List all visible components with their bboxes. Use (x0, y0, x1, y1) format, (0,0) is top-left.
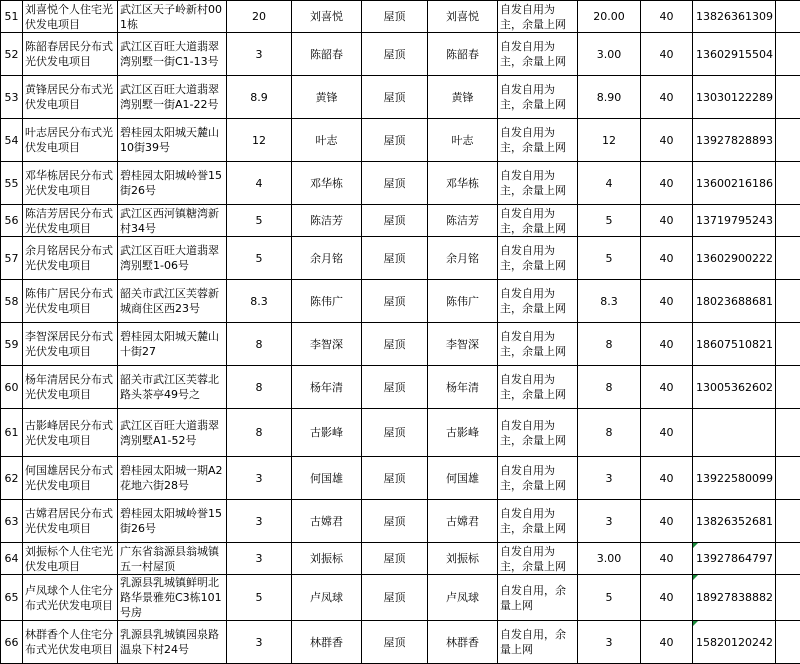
grid-mode: 自发自用为主，余量上网 (498, 237, 578, 280)
install-type: 屋顶 (362, 323, 428, 366)
phone-number: 13927864797 (693, 543, 776, 575)
owner-name: 陈洁芳 (292, 205, 362, 237)
empty-cell (776, 237, 800, 280)
capacity: 8 (227, 323, 292, 366)
owner-name: 邓华栋 (292, 162, 362, 205)
install-type: 屋顶 (362, 33, 428, 76)
value-40: 40 (641, 621, 693, 664)
contact-name: 林群香 (428, 621, 498, 664)
project-address: 武江区百旺大道翡翠湾别墅A1-52号 (118, 409, 227, 457)
phone-number: 13826361309 (693, 1, 776, 33)
capacity-kw: 8 (578, 409, 641, 457)
value-40: 40 (641, 575, 693, 621)
grid-mode: 自发自用为主，余量上网 (498, 33, 578, 76)
phone-number: 13602900222 (693, 237, 776, 280)
row-number: 66 (1, 621, 23, 664)
value-40: 40 (641, 205, 693, 237)
capacity: 8 (227, 409, 292, 457)
contact-name: 李智深 (428, 323, 498, 366)
contact-name: 卢凤球 (428, 575, 498, 621)
owner-name: 古嫦君 (292, 500, 362, 543)
project-name: 李智深居民分布式光伏发电项目 (23, 323, 118, 366)
project-address: 碧桂园太阳城岭誉15街26号 (118, 500, 227, 543)
owner-name: 叶志 (292, 119, 362, 162)
owner-name: 何国雄 (292, 457, 362, 500)
project-name: 杨年清居民分布式光伏发电项目 (23, 366, 118, 409)
grid-mode: 自发自用为主，余量上网 (498, 500, 578, 543)
capacity: 20 (227, 1, 292, 33)
capacity: 8.9 (227, 76, 292, 119)
phone-number: 13826352681 (693, 500, 776, 543)
table-row (1, 323, 800, 366)
owner-name: 林群香 (292, 621, 362, 664)
phone-number: 13927828893 (693, 119, 776, 162)
row-number: 59 (1, 323, 23, 366)
capacity: 3 (227, 33, 292, 76)
table-row (1, 33, 800, 76)
project-address: 碧桂园太阳城天麓山10街39号 (118, 119, 227, 162)
project-name: 黄锋居民分布式光伏发电项目 (23, 76, 118, 119)
phone-number: 15820120242 (693, 621, 776, 664)
empty-cell (776, 500, 800, 543)
table-row (1, 280, 800, 323)
value-40: 40 (641, 33, 693, 76)
capacity-kw: 8 (578, 323, 641, 366)
row-number: 58 (1, 280, 23, 323)
contact-name: 何国雄 (428, 457, 498, 500)
capacity: 5 (227, 237, 292, 280)
grid-mode: 自发自用为主，余量上网 (498, 1, 578, 33)
project-address: 韶关市武江区芙蓉新城商住区西23号 (118, 280, 227, 323)
install-type: 屋顶 (362, 76, 428, 119)
row-number: 62 (1, 457, 23, 500)
capacity-kw: 5 (578, 237, 641, 280)
value-40: 40 (641, 76, 693, 119)
install-type: 屋顶 (362, 575, 428, 621)
table-row (1, 1, 800, 33)
install-type: 屋顶 (362, 409, 428, 457)
project-name: 陈韶春居民分布式光伏发电项目 (23, 33, 118, 76)
project-name: 叶志居民分布式光伏发电项目 (23, 119, 118, 162)
owner-name: 余月铭 (292, 237, 362, 280)
capacity: 5 (227, 575, 292, 621)
empty-cell (776, 409, 800, 457)
capacity: 3 (227, 543, 292, 575)
install-type: 屋顶 (362, 543, 428, 575)
install-type: 屋顶 (362, 162, 428, 205)
value-40: 40 (641, 457, 693, 500)
phone-number: 13030122289 (693, 76, 776, 119)
contact-name: 陈韶春 (428, 33, 498, 76)
project-address: 韶关市武江区芙蓉北路头茶亭49号之 (118, 366, 227, 409)
row-number: 51 (1, 1, 23, 33)
project-address: 碧桂园太阳城一期A2花地六街28号 (118, 457, 227, 500)
row-number: 63 (1, 500, 23, 543)
value-40: 40 (641, 323, 693, 366)
value-40: 40 (641, 119, 693, 162)
row-number: 60 (1, 366, 23, 409)
row-number: 57 (1, 237, 23, 280)
project-address: 乳源县乳城镇鲜明北路华景雅苑C3栋101号房 (118, 575, 227, 621)
empty-cell (776, 280, 800, 323)
project-name: 刘喜悦个人住宅光伏发电项目 (23, 1, 118, 33)
project-address: 武江区西河镇糖湾新村34号 (118, 205, 227, 237)
capacity-kw: 3 (578, 457, 641, 500)
table-row (1, 543, 800, 575)
install-type: 屋顶 (362, 237, 428, 280)
contact-name: 陈伟广 (428, 280, 498, 323)
phone-number (693, 409, 776, 457)
row-number: 52 (1, 33, 23, 76)
capacity-kw: 5 (578, 575, 641, 621)
contact-name: 杨年清 (428, 366, 498, 409)
phone-number: 18607510821 (693, 323, 776, 366)
grid-mode: 自发自用为主，余量上网 (498, 162, 578, 205)
table-row (1, 162, 800, 205)
grid-mode: 自发自用为主，余量上网 (498, 366, 578, 409)
row-number: 64 (1, 543, 23, 575)
grid-mode: 自发自用为主，余量上网 (498, 76, 578, 119)
grid-mode: 自发自用为主，余量上网 (498, 409, 578, 457)
install-type: 屋顶 (362, 366, 428, 409)
empty-cell (776, 457, 800, 500)
contact-name: 陈洁芳 (428, 205, 498, 237)
install-type: 屋顶 (362, 205, 428, 237)
owner-name: 卢凤球 (292, 575, 362, 621)
row-number: 65 (1, 575, 23, 621)
project-name: 邓华栋居民分布式光伏发电项目 (23, 162, 118, 205)
table-row (1, 575, 800, 621)
capacity-kw: 5 (578, 205, 641, 237)
grid-mode: 自发自用为主，余量上网 (498, 457, 578, 500)
row-number: 54 (1, 119, 23, 162)
owner-name: 刘喜悦 (292, 1, 362, 33)
owner-name: 陈韶春 (292, 33, 362, 76)
project-name: 陈洁芳居民分布式光伏发电项目 (23, 205, 118, 237)
grid-mode: 自发自用，余量上网 (498, 621, 578, 664)
capacity-kw: 3 (578, 500, 641, 543)
capacity: 3 (227, 621, 292, 664)
phone-number: 13602915504 (693, 33, 776, 76)
project-name: 何国雄居民分布式光伏发电项目 (23, 457, 118, 500)
project-name: 古影峰居民分布式光伏发电项目 (23, 409, 118, 457)
table-row (1, 457, 800, 500)
project-address: 武江区百旺大道翡翠湾别墅一街C1-13号 (118, 33, 227, 76)
capacity-kw: 8 (578, 366, 641, 409)
capacity-kw: 12 (578, 119, 641, 162)
empty-cell (776, 162, 800, 205)
owner-name: 陈伟广 (292, 280, 362, 323)
contact-name: 叶志 (428, 119, 498, 162)
phone-number: 13005362602 (693, 366, 776, 409)
value-40: 40 (641, 237, 693, 280)
capacity-kw: 8.90 (578, 76, 641, 119)
install-type: 屋顶 (362, 1, 428, 33)
empty-cell (776, 543, 800, 575)
empty-cell (776, 76, 800, 119)
value-40: 40 (641, 543, 693, 575)
owner-name: 刘振标 (292, 543, 362, 575)
empty-cell (776, 205, 800, 237)
value-40: 40 (641, 162, 693, 205)
table-row (1, 500, 800, 543)
contact-name: 刘喜悦 (428, 1, 498, 33)
grid-mode: 自发自用为主，余量上网 (498, 323, 578, 366)
owner-name: 李智深 (292, 323, 362, 366)
capacity: 8.3 (227, 280, 292, 323)
empty-cell (776, 323, 800, 366)
project-name: 陈伟广居民分布式光伏发电项目 (23, 280, 118, 323)
owner-name: 杨年清 (292, 366, 362, 409)
row-number: 55 (1, 162, 23, 205)
capacity: 3 (227, 500, 292, 543)
grid-mode: 自发自用为主，余量上网 (498, 280, 578, 323)
table-row (1, 621, 800, 664)
project-address: 碧桂园太阳城岭誉15街26号 (118, 162, 227, 205)
empty-cell (776, 33, 800, 76)
install-type: 屋顶 (362, 457, 428, 500)
empty-cell (776, 575, 800, 621)
project-name: 余月铭居民分布式光伏发电项目 (23, 237, 118, 280)
row-number: 53 (1, 76, 23, 119)
capacity: 12 (227, 119, 292, 162)
table-row (1, 366, 800, 409)
project-name: 古嫦君居民分布式光伏发电项目 (23, 500, 118, 543)
capacity-kw: 3.00 (578, 543, 641, 575)
table-row (1, 205, 800, 237)
install-type: 屋顶 (362, 119, 428, 162)
install-type: 屋顶 (362, 280, 428, 323)
empty-cell (776, 366, 800, 409)
contact-name: 余月铭 (428, 237, 498, 280)
empty-cell (776, 1, 800, 33)
capacity-kw: 4 (578, 162, 641, 205)
project-address: 武江区百旺大道翡翠湾别墅1-06号 (118, 237, 227, 280)
capacity: 4 (227, 162, 292, 205)
contact-name: 刘振标 (428, 543, 498, 575)
grid-mode: 自发自用，余量上网 (498, 575, 578, 621)
contact-name: 古影峰 (428, 409, 498, 457)
install-type: 屋顶 (362, 500, 428, 543)
row-number: 56 (1, 205, 23, 237)
grid-mode: 自发自用为主，余量上网 (498, 119, 578, 162)
project-name: 林群香个人住宅分布式光伏发电项目 (23, 621, 118, 664)
project-address: 乳源县乳城镇园泉路温泉下村24号 (118, 621, 227, 664)
value-40: 40 (641, 409, 693, 457)
capacity: 5 (227, 205, 292, 237)
capacity-kw: 3.00 (578, 33, 641, 76)
project-address: 武江区天子岭新村001栋 (118, 1, 227, 33)
value-40: 40 (641, 1, 693, 33)
table-row (1, 237, 800, 280)
contact-name: 古嫦君 (428, 500, 498, 543)
project-address: 武江区百旺大道翡翠湾别墅一街A1-22号 (118, 76, 227, 119)
project-address: 碧桂园太阳城天麓山十街27 (118, 323, 227, 366)
project-address: 广东省翁源县翁城镇五一村屋顶 (118, 543, 227, 575)
table-row (1, 119, 800, 162)
owner-name: 黄锋 (292, 76, 362, 119)
phone-number: 13719795243 (693, 205, 776, 237)
value-40: 40 (641, 500, 693, 543)
project-name: 刘振标个人住宅光伏发电项目 (23, 543, 118, 575)
phone-number: 13922580099 (693, 457, 776, 500)
phone-number: 18023688681 (693, 280, 776, 323)
project-name: 卢凤球个人住宅分布式光伏发电项目 (23, 575, 118, 621)
owner-name: 古影峰 (292, 409, 362, 457)
capacity-kw: 20.00 (578, 1, 641, 33)
grid-mode: 自发自用为主，余量上网 (498, 543, 578, 575)
table-row (1, 409, 800, 457)
capacity: 8 (227, 366, 292, 409)
install-type: 屋顶 (362, 621, 428, 664)
phone-number: 18927838882 (693, 575, 776, 621)
empty-cell (776, 621, 800, 664)
value-40: 40 (641, 366, 693, 409)
row-number: 61 (1, 409, 23, 457)
table-row (1, 76, 800, 119)
capacity-kw: 8.3 (578, 280, 641, 323)
grid-mode: 自发自用为主，余量上网 (498, 205, 578, 237)
capacity: 3 (227, 457, 292, 500)
contact-name: 黄锋 (428, 76, 498, 119)
empty-cell (776, 119, 800, 162)
value-40: 40 (641, 280, 693, 323)
phone-number: 13600216186 (693, 162, 776, 205)
capacity-kw: 3 (578, 621, 641, 664)
contact-name: 邓华栋 (428, 162, 498, 205)
